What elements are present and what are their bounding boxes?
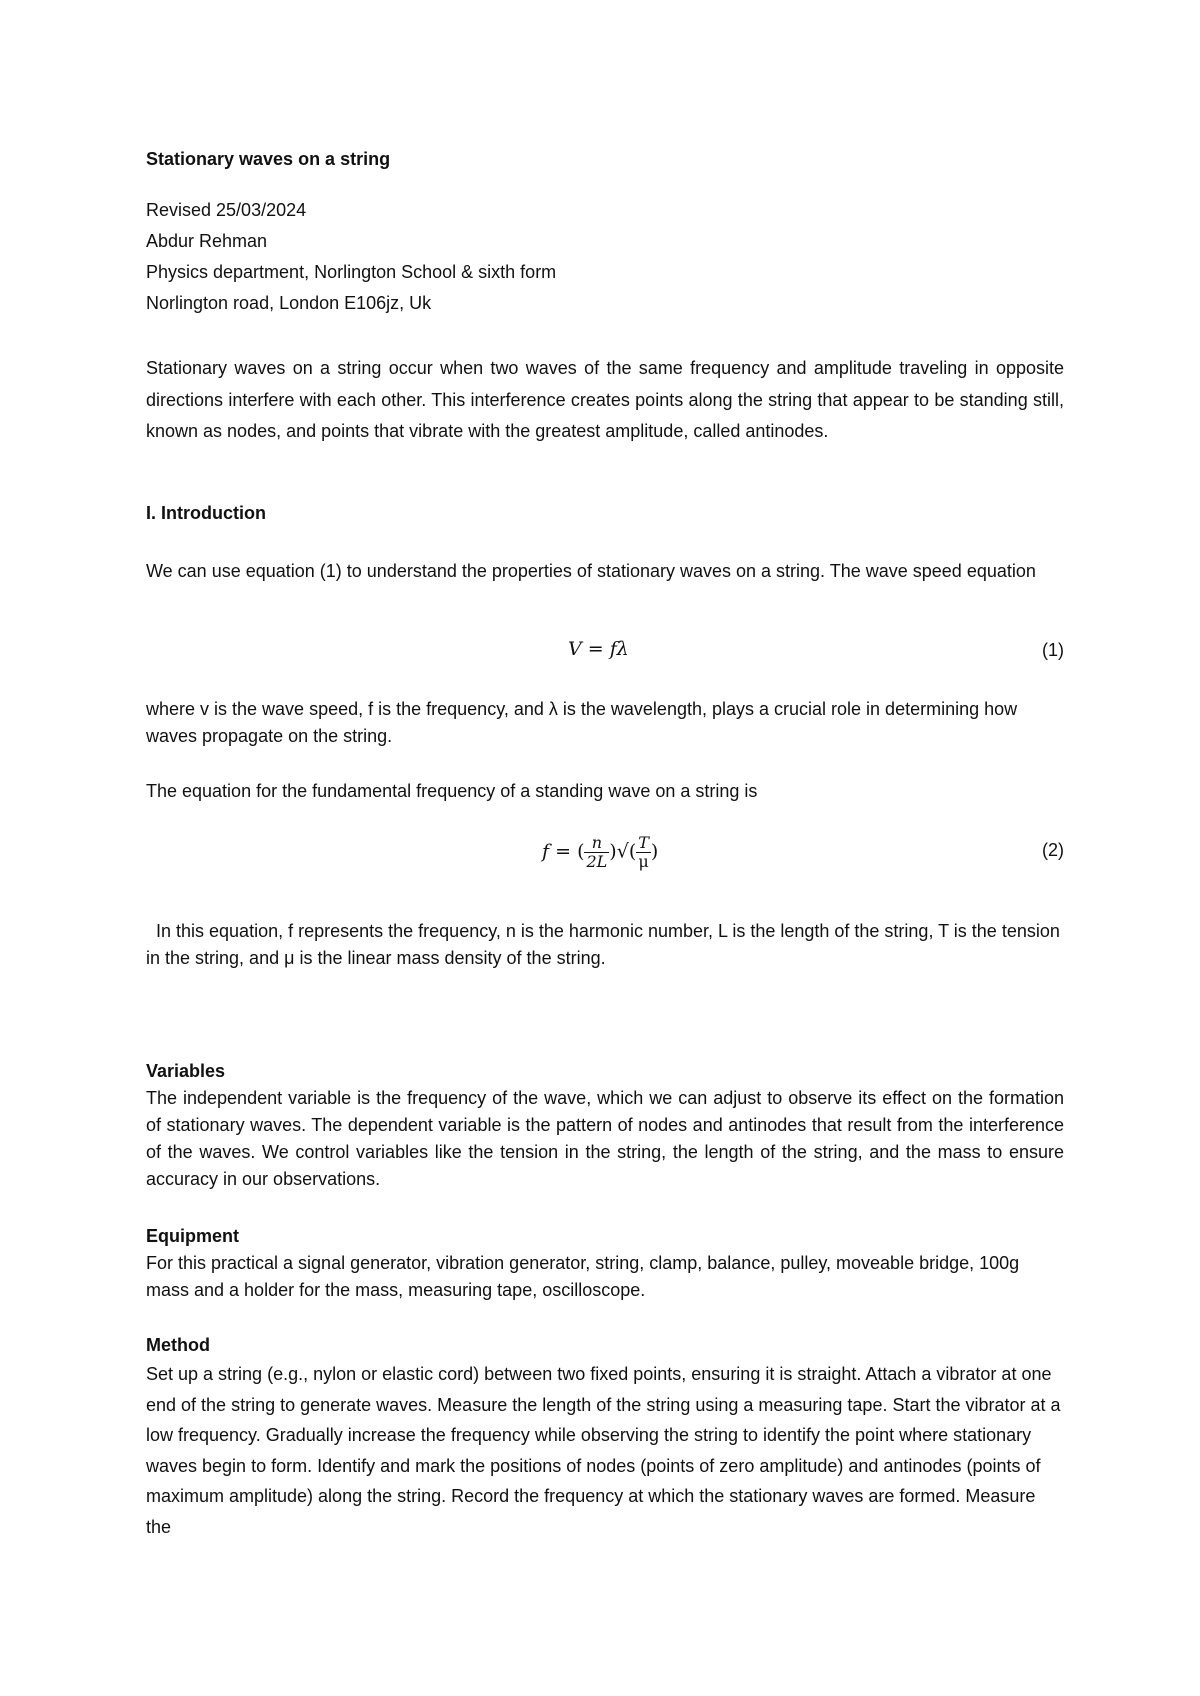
eq2-paren-open: ( [577, 840, 585, 863]
revised-date: Revised 25/03/2024 [146, 200, 307, 220]
abstract-paragraph: Stationary waves on a string occur when two waves of the same frequency and amplitude traveling in opposite directions interfere with each other. This interference creates points along the string that appear to be standing still, known as nodes, and points that vibrate with the greatest amplitude, called antinodes. [146, 358, 1064, 441]
equation-2 [146, 826, 1064, 886]
eq1-equals: = [587, 638, 604, 660]
intro-paragraph-3: The equation for the fundamental frequency of a standing wave on a string is [146, 781, 758, 801]
eq2-denominator-2l: 2L [586, 852, 608, 871]
eq1-rhs: fλ [609, 638, 629, 660]
eq2-fraction-t-mu [636, 834, 651, 871]
eq2-fraction-n-2l [584, 834, 609, 871]
eq2-numerator-t: T [638, 833, 649, 852]
variables-heading: Variables [146, 1061, 226, 1081]
introduction-heading: I. Introduction [146, 503, 266, 523]
equipment-heading: Equipment [146, 1226, 239, 1246]
eq2-denominator-mu: μ [638, 852, 649, 871]
method-heading: Method [146, 1335, 210, 1355]
eq2-paren-close: ) [609, 840, 617, 863]
author-name: Abdur Rehman [146, 231, 268, 251]
square-root-icon: √ [616, 840, 629, 863]
equation-1 [146, 638, 1064, 668]
equation-2-number: (2) [1042, 840, 1064, 860]
intro-paragraph-1: We can use equation (1) to understand the properties of stationary waves on a string. The wave speed equation [146, 561, 1036, 581]
variables-paragraph: The independent variable is the frequency of the wave, which we can adjust to observe its effect on the formation of stationary waves. The dependent variable is the pattern of nodes and antinodes that result from the interference of the waves. We control variables like the tension in the string, the length of the string, and the mass to ensure accuracy in our observations. [146, 1088, 1064, 1189]
intro-paragraph-2: where v is the wave speed, f is the frequency, and λ is the wavelength, plays a crucial role in determining how waves propagate on the string. [146, 699, 1018, 746]
eq2-paren-open-2: ( [628, 840, 637, 863]
eq2-paren-close-2: ) [650, 840, 659, 863]
department: Physics department, Norlington School & sixth form [146, 262, 557, 282]
document-title: Stationary waves on a string [146, 149, 391, 169]
equipment-paragraph: For this practical a signal generator, vibration generator, string, clamp, balance, pulley, moveable bridge, 100g mass and a holder for the mass, measuring tape, oscilloscope. [146, 1253, 1020, 1300]
eq1-lhs: V [568, 638, 582, 660]
intro-paragraph-4: In this equation, f represents the frequency, n is the harmonic number, L is the length of the string, T is the tension in the string, and μ is the linear mass density of the string. [146, 921, 1060, 968]
eq2-equals: = [555, 840, 572, 863]
eq2-numerator-n: n [584, 834, 609, 853]
method-paragraph: Set up a string (e.g., nylon or elastic cord) between two fixed points, ensuring it is straight. Attach a vibrator at one end of the string to generate waves. Measure the length of the string using a measuring tape. Start the vibrator at a low frequency. Gradually increase the frequency while observing the string to identify the point where stationary waves begin to form. Identify and mark the positions of nodes (points of zero amplitude) and antinodes (points of maximum amplitude) along the string. Record the frequency at which the stationary waves are formed. Measure the [146, 1364, 1061, 1537]
document-page [146, 0, 1064, 1696]
eq2-lhs: f [542, 840, 550, 863]
equation-1-number: (1) [1042, 640, 1064, 660]
address: Norlington road, London E106jz, Uk [146, 293, 432, 313]
